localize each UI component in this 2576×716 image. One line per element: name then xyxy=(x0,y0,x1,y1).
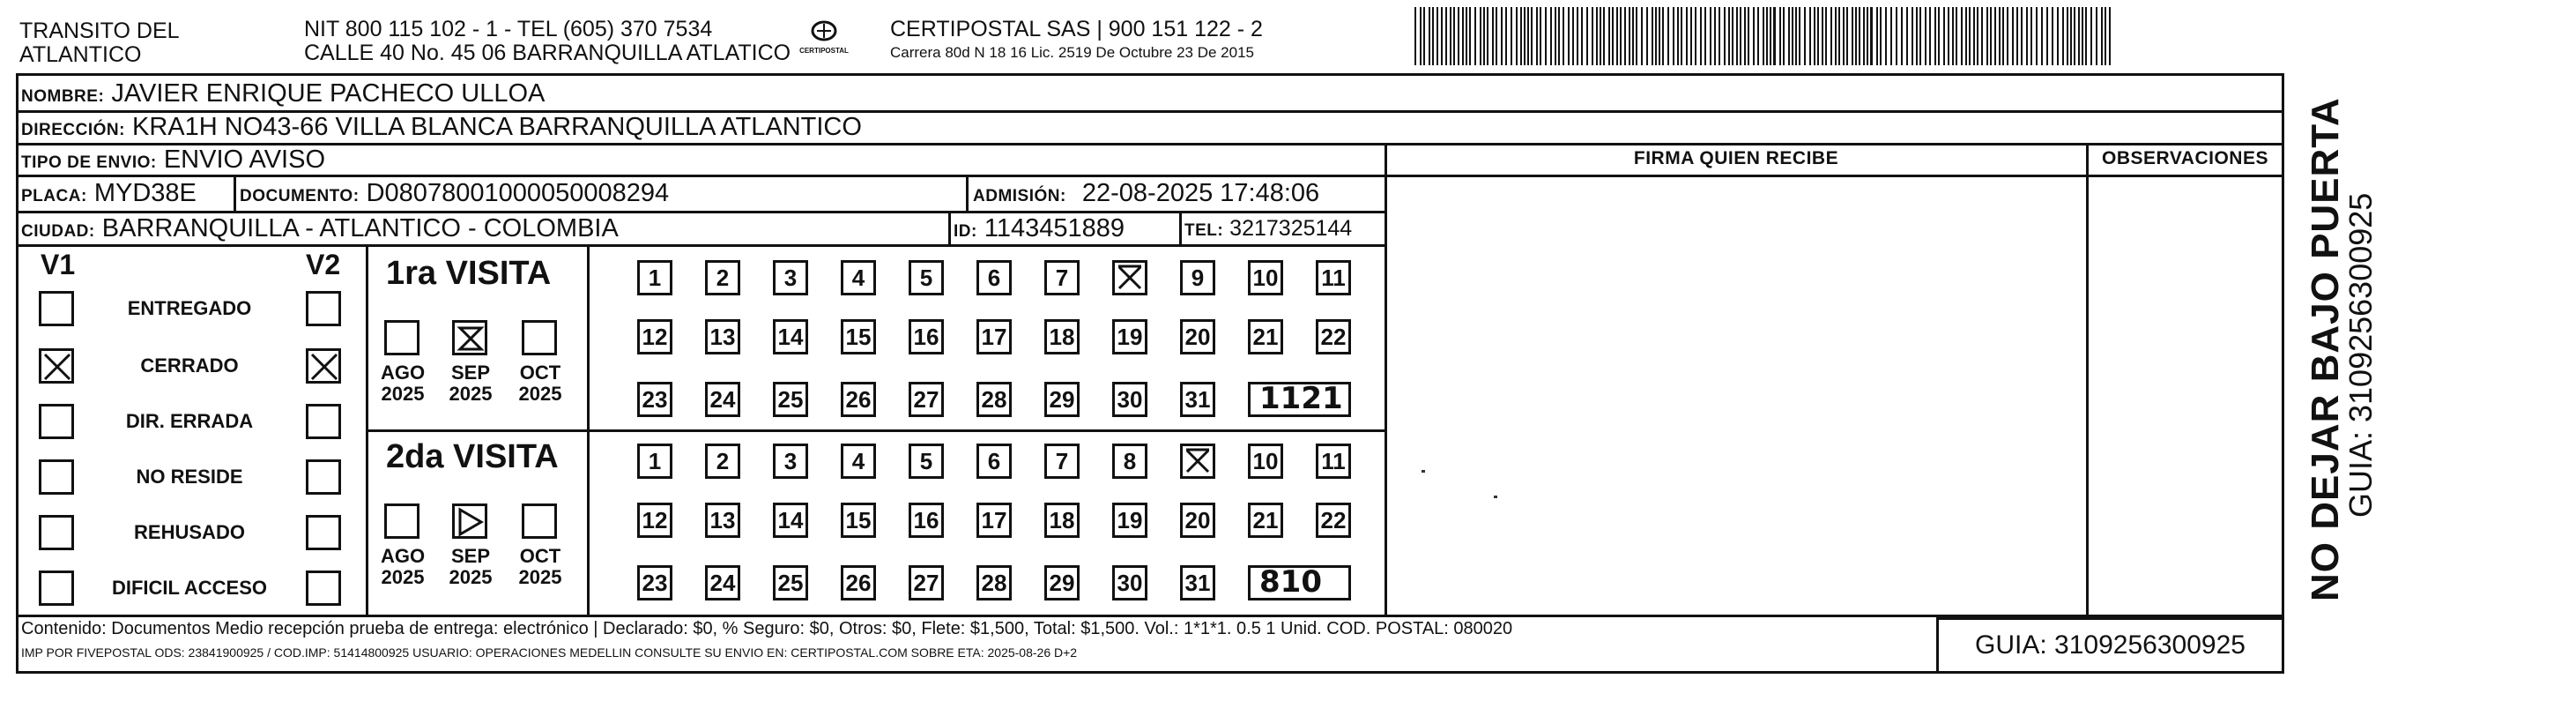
footer-contents: Contenido: Documentos Medio recepción prueba de entrega: electrónico | Declarado: $0, % Seguro: $0, Otros: $0, Flete: $1,500, Total: $1,500. Vol.: 1*1*1. 0.5 1 Unid. COD. POSTAL: 080020 xyxy=(21,619,1513,638)
dot-mark xyxy=(1494,496,1497,498)
org-line-2: ATLANTICO xyxy=(19,42,142,67)
v2-checkbox[interactable] xyxy=(306,404,341,439)
month-checkbox[interactable] xyxy=(522,503,557,539)
day-box[interactable]: 29 xyxy=(1044,382,1080,417)
side-guia-text: GUIA: 3109256300925 xyxy=(2342,192,2379,518)
v2-checkbox[interactable] xyxy=(306,515,341,550)
admission-label: ADMISIÓN: xyxy=(973,187,1066,205)
org-line-1: TRANSITO DEL xyxy=(19,19,180,43)
day-box[interactable]: 3 xyxy=(773,260,808,295)
day-box[interactable]: 16 xyxy=(909,319,944,354)
handwritten-time: 810 xyxy=(1259,564,1322,600)
day-box[interactable]: 13 xyxy=(705,319,740,354)
v1-checkbox[interactable] xyxy=(39,459,74,495)
day-box[interactable]: 1 xyxy=(637,260,672,295)
type-label: TIPO DE ENVIO: xyxy=(21,153,157,172)
day-box[interactable]: 26 xyxy=(841,382,876,417)
side-guia xyxy=(2335,108,2379,531)
status-label: CERRADO xyxy=(140,354,239,377)
observations-heading: OBSERVACIONES xyxy=(2102,148,2268,168)
document-value: D08078001000050008294 xyxy=(366,179,670,207)
day-box[interactable]: 6 xyxy=(976,260,1012,295)
month-checkbox[interactable] xyxy=(384,503,419,539)
day-box[interactable]: 2 xyxy=(705,260,740,295)
month-checkbox[interactable] xyxy=(384,320,419,355)
v2-checkbox[interactable] xyxy=(306,571,341,606)
day-box[interactable]: 3 xyxy=(773,444,808,479)
address-label: DIRECCIÓN: xyxy=(21,121,125,139)
recipient-name: JAVIER ENRIQUE PACHECO ULLOA xyxy=(111,79,546,108)
day-box[interactable]: 17 xyxy=(976,503,1012,538)
v1-checkbox[interactable] xyxy=(39,348,74,384)
status-label: DIR. ERRADA xyxy=(125,410,254,432)
day-box[interactable]: 28 xyxy=(976,565,1012,600)
month-name: SEP xyxy=(450,545,491,567)
status-label: ENTREGADO xyxy=(127,297,252,319)
org-info xyxy=(304,18,798,65)
day-box[interactable]: 27 xyxy=(909,565,944,600)
logo-text: CERTIPOSTAL xyxy=(799,47,849,55)
month-name: OCT xyxy=(519,362,561,384)
shipment-type: ENVIO AVISO xyxy=(163,145,326,174)
month-year: 2025 xyxy=(449,566,493,588)
document-label: DOCUMENTO: xyxy=(240,187,360,205)
v1-checkbox[interactable] xyxy=(39,515,74,550)
day-box[interactable]: 20 xyxy=(1180,319,1215,354)
day-box[interactable]: 23 xyxy=(637,382,672,417)
month-label xyxy=(442,362,500,405)
day-box[interactable]: 21 xyxy=(1248,319,1283,354)
day-box[interactable]: 30 xyxy=(1112,382,1147,417)
day-box[interactable]: 28 xyxy=(976,382,1012,417)
city-value: BARRANQUILLA - ATLANTICO - COLOMBIA xyxy=(101,214,619,242)
document-cell xyxy=(240,177,669,213)
tel-label: TEL: xyxy=(1184,221,1224,240)
day-box[interactable] xyxy=(1180,444,1215,479)
certipostal-logo xyxy=(784,19,864,63)
day-box[interactable]: 22 xyxy=(1316,319,1351,354)
visit-title: 2da VISITA xyxy=(386,438,559,475)
admission-value: 22-08-2025 17:48:06 xyxy=(1081,179,1320,207)
month-label xyxy=(374,546,432,588)
day-box[interactable]: 2 xyxy=(705,444,740,479)
day-box[interactable]: 18 xyxy=(1044,503,1080,538)
status-label: REHUSADO xyxy=(134,521,245,543)
day-box[interactable]: 15 xyxy=(841,319,876,354)
carrier-info xyxy=(890,18,1384,64)
guia-box xyxy=(1936,617,2284,674)
day-box[interactable]: 10 xyxy=(1248,444,1283,479)
v1-checkbox[interactable] xyxy=(39,571,74,606)
time-box[interactable] xyxy=(1248,565,1351,600)
day-box[interactable]: 7 xyxy=(1044,444,1080,479)
day-box[interactable]: 16 xyxy=(909,503,944,538)
v1-label: V1 xyxy=(41,249,76,280)
signature-heading: FIRMA QUIEN RECIBE xyxy=(1633,148,1839,168)
name-label: NOMBRE: xyxy=(21,87,105,106)
day-box[interactable]: 14 xyxy=(773,319,808,354)
plate-cell xyxy=(21,177,197,213)
day-box[interactable] xyxy=(1112,260,1147,295)
city-label: CIUDAD: xyxy=(21,222,95,241)
guia-box-text: GUIA: 3109256300925 xyxy=(1975,630,2246,660)
day-box[interactable]: 5 xyxy=(909,444,944,479)
admission-cell xyxy=(973,177,1319,213)
barcode-bars xyxy=(1414,7,2115,65)
day-box[interactable]: 30 xyxy=(1112,565,1147,600)
day-box[interactable]: 31 xyxy=(1180,382,1215,417)
recipient-address: KRA1H NO43-66 VILLA BLANCA BARRANQUILLA ATLANTICO xyxy=(132,113,862,141)
tel-value: 3217325144 xyxy=(1229,216,1353,241)
month-name: AGO xyxy=(380,545,426,567)
day-box[interactable]: 9 xyxy=(1180,260,1215,295)
month-checkbox[interactable] xyxy=(522,320,557,355)
day-box[interactable]: 11 xyxy=(1316,444,1351,479)
v2-checkbox[interactable] xyxy=(306,459,341,495)
barcode xyxy=(1414,7,2115,65)
month-year: 2025 xyxy=(518,566,562,588)
name-row xyxy=(21,78,545,113)
day-box[interactable]: 17 xyxy=(976,319,1012,354)
id-value: 1143451889 xyxy=(984,214,1125,242)
day-box[interactable]: 19 xyxy=(1112,503,1147,538)
day-box[interactable]: 22 xyxy=(1316,503,1351,538)
v2-label: V2 xyxy=(306,249,341,280)
footer-print-line: IMP POR FIVEPOSTAL ODS: 23841900925 / COD.IMP: 51414800925 USUARIO: OPERACIONES MEDELLIN CONSULTE SU ENVIO EN: CERTIPOSTAL.COM SOBRE ETA: 2025-08-26 D+2 xyxy=(21,645,1078,660)
day-box[interactable]: 19 xyxy=(1112,319,1147,354)
status-label: NO RESIDE xyxy=(136,466,243,488)
time-box[interactable] xyxy=(1248,382,1351,417)
day-box[interactable]: 5 xyxy=(909,260,944,295)
city-cell xyxy=(21,213,619,248)
day-box[interactable]: 24 xyxy=(705,382,740,417)
month-year: 2025 xyxy=(381,566,425,588)
observations-area[interactable] xyxy=(2089,177,2282,614)
status-label: DIFICIL ACCESO xyxy=(111,577,267,599)
tel-cell xyxy=(1184,213,1352,247)
id-label: ID: xyxy=(954,222,977,241)
month-year: 2025 xyxy=(518,383,562,405)
license-line: Carrera 80d N 18 16 Lic. 2519 De Octubre 23 De 2015 xyxy=(890,44,1254,61)
v1-checkbox[interactable] xyxy=(39,291,74,326)
day-box[interactable]: 10 xyxy=(1248,260,1283,295)
month-name: OCT xyxy=(519,545,561,567)
address-row xyxy=(21,111,862,146)
day-box[interactable]: 14 xyxy=(773,503,808,538)
month-checkbox[interactable] xyxy=(452,320,487,355)
month-label xyxy=(374,362,432,405)
day-box[interactable]: 12 xyxy=(637,319,672,354)
month-label xyxy=(511,546,569,588)
day-box[interactable]: 11 xyxy=(1316,260,1351,295)
day-box[interactable]: 27 xyxy=(909,382,944,417)
side-warning xyxy=(2281,97,2347,601)
v2-checkbox[interactable] xyxy=(306,348,341,384)
day-box[interactable]: 21 xyxy=(1248,503,1283,538)
handwritten-time: 1121 xyxy=(1259,381,1343,416)
day-box[interactable]: 23 xyxy=(637,565,672,600)
day-box[interactable]: 6 xyxy=(976,444,1012,479)
month-name: SEP xyxy=(450,362,491,384)
day-box[interactable]: 13 xyxy=(705,503,740,538)
month-label xyxy=(442,546,500,588)
day-box[interactable]: 29 xyxy=(1044,565,1080,600)
day-box[interactable]: 12 xyxy=(637,503,672,538)
month-year: 2025 xyxy=(381,383,425,405)
day-box[interactable]: 1 xyxy=(637,444,672,479)
day-box[interactable]: 24 xyxy=(705,565,740,600)
carrier-line: CERTIPOSTAL SAS | 900 151 122 - 2 xyxy=(890,17,1263,41)
signature-area[interactable] xyxy=(1387,177,2086,614)
no-dejar-text: NO DEJAR BAJO PUERTA xyxy=(2304,97,2347,601)
type-row xyxy=(21,144,325,179)
logo-icon xyxy=(806,19,842,42)
org-name xyxy=(19,19,249,67)
day-box[interactable]: 26 xyxy=(841,565,876,600)
dot-mark xyxy=(1422,470,1425,473)
month-checkbox[interactable] xyxy=(452,503,487,539)
month-name: AGO xyxy=(380,362,426,384)
day-box[interactable]: 25 xyxy=(773,565,808,600)
month-year: 2025 xyxy=(449,383,493,405)
visit-title: 1ra VISITA xyxy=(386,255,552,292)
id-cell xyxy=(954,213,1125,248)
day-box[interactable]: 8 xyxy=(1112,444,1147,479)
v2-checkbox[interactable] xyxy=(306,291,341,326)
day-box[interactable]: 4 xyxy=(841,260,876,295)
day-box[interactable]: 20 xyxy=(1180,503,1215,538)
day-box[interactable]: 18 xyxy=(1044,319,1080,354)
nit-line: NIT 800 115 102 - 1 - TEL (605) 370 7534 xyxy=(304,17,713,41)
day-box[interactable]: 15 xyxy=(841,503,876,538)
day-box[interactable]: 25 xyxy=(773,382,808,417)
plate-label: PLACA: xyxy=(21,187,87,205)
month-label xyxy=(511,362,569,405)
v1-checkbox[interactable] xyxy=(39,404,74,439)
plate-value: MYD38E xyxy=(93,179,197,207)
address-line: CALLE 40 No. 45 06 BARRANQUILLA ATLATICO xyxy=(304,41,791,65)
day-box[interactable]: 7 xyxy=(1044,260,1080,295)
day-box[interactable]: 4 xyxy=(841,444,876,479)
day-box[interactable]: 31 xyxy=(1180,565,1215,600)
